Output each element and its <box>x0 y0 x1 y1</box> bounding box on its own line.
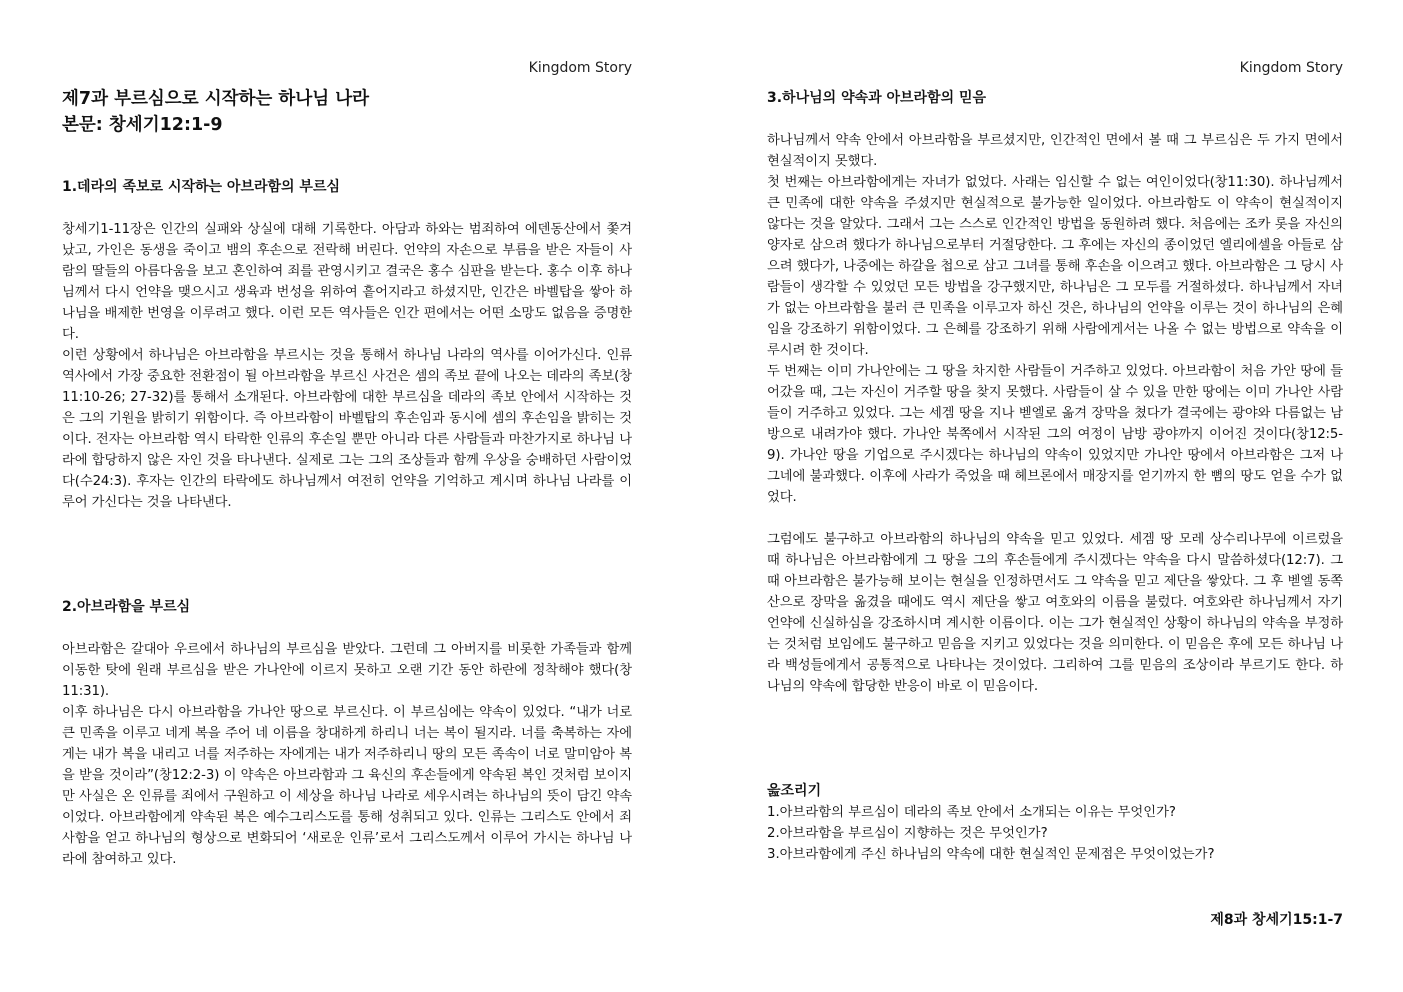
section-3 <box>767 88 1343 109</box>
section-1 <box>62 177 632 198</box>
section-3-body <box>767 130 1343 697</box>
paragraph: 아브라함은 갈대아 우르에서 하나님의 부르심을 받았다. 그런데 그 아버지를 비롯한 가족들과 함께 이동한 탓에 원래 부르심을 받은 가나안에 이르지 못하고 오랜 기간 동안 하란에 정착해야 했다(창11:31). <box>62 642 632 699</box>
paragraph: 두 번째는 이미 가나안에는 그 땅을 차지한 사람들이 거주하고 있었다. 아브라함이 처음 가안 땅에 들어갔을 때, 그는 자신이 거주할 땅을 찾지 못했다. 사람들이 살 수 있을 만한 땅에는 이미 가나안 사람들이 거주하고 있었다. 그는 세겜 땅을 지나 벧엘로 옮겨 장막을 쳤다가 결국에는 광야와 다름없는 남방으로 내려가야 했다. 가나안 북쪽에서 시작된 그의 여정이 남방 광야까지 이어진 것이다(창12:5-9). 가나안 땅을 기업으로 주시겠다는 하나님의 약속이 있었지만 가나안 땅에서 아브라함은 그저 나그네에 불과했다. 이후에 사라가 죽었을 때 헤브론에서 매장지를 얻기까지 한 뼘의 땅도 얻을 수가 없었다. <box>767 364 1343 505</box>
section-1-body <box>62 219 632 513</box>
paragraph: 그럼에도 불구하고 아브라함의 하나님의 약속을 믿고 있었다. 세겜 땅 모레 상수리나무에 이르렀을 때 하나님은 아브라함에게 그 땅을 그의 후손들에게 주시겠다는 약속을 다시 말씀하셨다(12:7). 그 때 아브라함은 불가능해 보이는 현실을 인정하면서도 그 약속을 믿고 제단을 쌓았다. 그 후 벧엘 동쪽 산으로 장막을 옮겼을 때에도 역시 제단을 쌓고 여호와의 이름을 불렀다. 여호와란 하나님께서 자기 언약에 신실하심을 강조하시며 계시한 이름이다. 이는 그가 현실적인 상황이 하나님의 약속을 부정하는 것처럼 보임에도 불구하고 믿음을 지키고 있었다는 것을 의미한다. 이 믿음은 후에 모든 하나님 나라 백성들에게서 공통적으로 나타나는 것이었다. 그리하여 그를 믿음의 조상이라 부르기도 한다. 하나님의 약속에 합당한 반응이 바로 이 믿음이다. <box>767 532 1343 694</box>
section-2-body <box>62 639 632 870</box>
questions-heading: 읊조리기 <box>767 783 822 799</box>
section-heading: 1.데라의 족보로 시작하는 아브라함의 부르심 <box>62 179 340 195</box>
question-item: 1.아브라함의 부르심이 데라의 족보 안에서 소개되는 이유는 무엇인가? <box>767 805 1176 820</box>
question-item: 2.아브라함을 부르심이 지향하는 것은 무엇인가? <box>767 826 1048 841</box>
paragraph: 이후 하나님은 다시 아브라함을 가나안 땅으로 부르신다. 이 부르심에는 약속이 있었다. “내가 너로 큰 민족을 이루고 네게 복을 주어 네 이름을 창대하게 하리니 너는 복이 될지라. 너를 축복하는 자에게는 내가 복을 내리고 너를 저주하는 자에게는 내가 저주하리니 땅의 모든 족속이 너로 말미암아 복을 받을 것이라”(창12:2-3) 이 약속은 아브라함과 그 육신의 후손들에게 약속된 복인 것처럼 보이지만 사실은 온 인류를 죄에서 구원하고 이 세상을 하나님 나라로 세우시려는 하나님의 뜻이 담긴 약속이었다. 아브라함에게 약속된 복은 예수그리스도를 통해 성취되고 있다. 인류는 그리스도 안에서 죄사함을 얻고 하나님의 형상으로 변화되어 ‘새로운 인류’로서 그리스도께서 이루어 가시는 하나님 나라에 참여하고 있다. <box>62 705 632 867</box>
question-list <box>767 802 1343 865</box>
section-heading: 3.하나님의 약속과 아브라함의 믿음 <box>767 90 987 106</box>
lesson-title <box>62 86 369 138</box>
page-header: Kingdom Story <box>1239 60 1343 76</box>
next-lesson-footer: 제8과 창세기15:1-7 <box>1210 912 1343 928</box>
page-header: Kingdom Story <box>528 60 632 76</box>
reflection-questions <box>767 781 1343 865</box>
paragraph-spacer <box>767 508 1343 529</box>
left-page <box>62 0 632 992</box>
right-page <box>767 0 1343 992</box>
paragraph: 창세기1-11장은 인간의 실패와 상실에 대해 기록한다. 아담과 하와는 범죄하여 에덴동산에서 쫓겨났고, 가인은 동생을 죽이고 뱀의 후손으로 전락해 버린다. 언약의 자손으로 부름을 받은 자들이 사람의 딸들의 아름다움을 보고 혼인하여 죄를 관영시키고 결국은 홍수 심판을 받는다. 홍수 이후 하나님께서 다시 언약을 맺으시고 생육과 번성을 위하여 흩어지라고 하셨지만, 인간은 바벨탑을 쌓아 하나님을 배제한 번영을 이루려고 했다. 이런 모든 역사들은 인간 편에서는 어떤 소망도 없음을 증명한다. <box>62 222 632 342</box>
paragraph: 첫 번째는 아브라함에게는 자녀가 없었다. 사래는 임신할 수 없는 여인이었다(창11:30). 하나님께서 큰 민족에 대한 약속을 주셨지만 현실적으로 불가능한 일이었다. 아브라함도 이 약속이 현실적이지 않다는 것을 알았다. 그래서 그는 스스로 인간적인 방법을 동원하려 했다. 처음에는 조카 롯을 자신의 양자로 삼으려 했다가 하나님으로부터 거절당한다. 그 후에는 자신의 종이었던 엘리에셀을 아들로 삼으려 했다가, 나중에는 하갈을 첩으로 삼고 그녀를 통해 후손을 이으려고 했다. 아브라함은 그 당시 사람들이 생각할 수 있었던 모든 방법을 강구했지만, 하나님은 그 모두를 거절하셨다. 하나님께서 자녀가 없는 아브라함을 불러 큰 민족을 이루고자 하신 것은, 하나님의 언약을 이루는 것이 하나님의 은혜임을 강조하기 위함이었다. 그 은혜를 강조하기 위해 사람에게서는 나올 수 없는 방법으로 약속을 이루시려 한 것이다. <box>767 175 1343 358</box>
question-item: 3.아브라함에게 주신 하나님의 약속에 대한 현실적인 문제점은 무엇이었는가? <box>767 847 1215 862</box>
paragraph: 하나님께서 약속 안에서 아브라함을 부르셨지만, 인간적인 면에서 볼 때 그 부르심은 두 가지 면에서 현실적이지 못했다. <box>767 133 1343 169</box>
section-2 <box>62 597 632 618</box>
paragraph: 이런 상황에서 하나님은 아브라함을 부르시는 것을 통해서 하나님 나라의 역사를 이어가신다. 인류역사에서 가장 중요한 전환점이 될 아브라함을 부르신 사건은 셈의 족보 끝에 나오는 데라의 족보(창11:10-26; 27-32)를 통해서 소개된다. 아브라함에 대한 부르심을 데라의 족보 안에서 시작하는 것은 그의 기원을 밝히기 위함이다. 즉 아브라함이 바벨탑의 후손임과 동시에 셈의 후손임을 밝히는 것이다. 전자는 아브라함 역시 타락한 인류의 후손일 뿐만 아니라 다른 사람들과 마찬가지로 하나님 나라에 합당하지 않은 자인 것을 타나낸다. 실제로 그는 그의 조상들과 함께 우상을 숭배하던 사람이었다(수24:3). 후자는 인간의 타락에도 하나님께서 여전히 언약을 기억하고 계시며 하나님 나라를 이루어 가신다는 것을 나타낸다. <box>62 348 632 510</box>
lesson-title-line: 제7과 부르심으로 시작하는 하나님 나라 <box>62 89 370 109</box>
scripture-reference: 본문: 창세기12:1-9 <box>62 115 223 135</box>
section-heading: 2.아브라함을 부르심 <box>62 599 191 615</box>
